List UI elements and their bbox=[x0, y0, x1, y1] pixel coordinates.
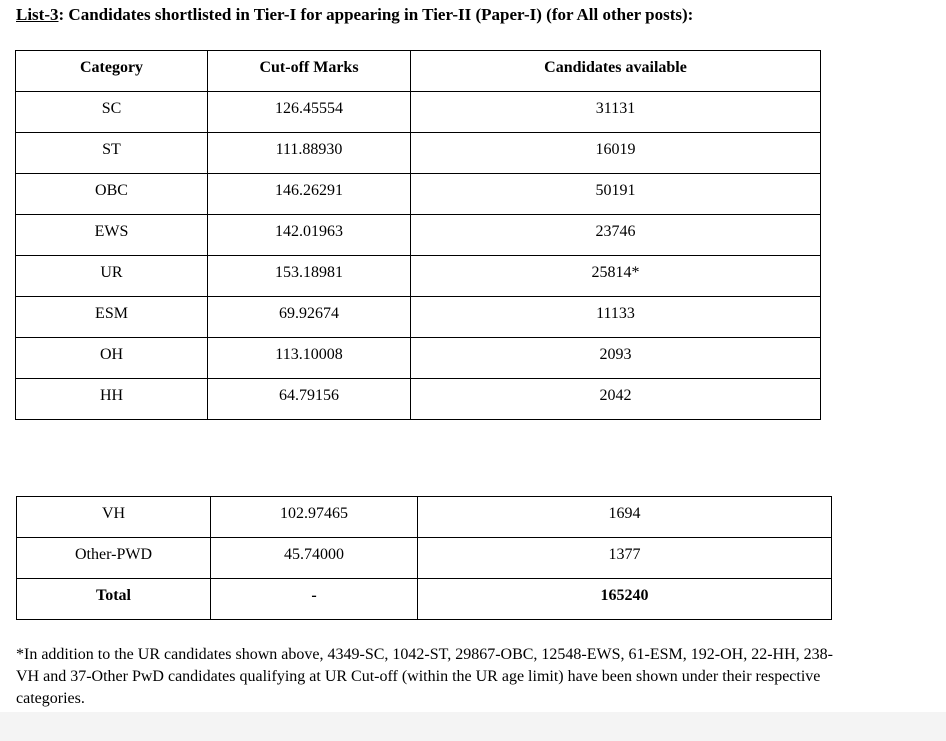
pwd-total-table bbox=[16, 496, 832, 620]
category-cell: HH bbox=[16, 379, 208, 420]
candidates-cell: 1694 bbox=[418, 497, 832, 538]
category-cell: EWS bbox=[16, 215, 208, 256]
list-label: List-3 bbox=[16, 5, 59, 24]
candidates-cell: 23746 bbox=[411, 215, 821, 256]
candidates-cell: 2093 bbox=[411, 338, 821, 379]
list-title: : Candidates shortlisted in Tier-I for appearing in Tier-II (Paper-I) (for All other posts): bbox=[58, 5, 694, 24]
cutoff-cell: 69.92674 bbox=[208, 297, 411, 338]
total-cutoff: - bbox=[211, 579, 418, 620]
table-row bbox=[16, 92, 821, 133]
table-row bbox=[17, 497, 832, 538]
table-row bbox=[16, 256, 821, 297]
header-candidates-available: Candidates available bbox=[411, 51, 821, 92]
cutoff-cell: 45.74000 bbox=[211, 538, 418, 579]
total-candidates: 165240 bbox=[418, 579, 832, 620]
candidates-cell: 2042 bbox=[411, 379, 821, 420]
candidates-cell: 50191 bbox=[411, 174, 821, 215]
footnote: *In addition to the UR candidates shown above, 4349-SC, 1042-ST, 29867-OBC, 12548-EWS, 61-ESM, 192-OH, 22-HH, 238-VH and 37-Other PwD candidates qualifying at UR Cut-off (within the UR age limit) have been shown under their respective categories. bbox=[16, 646, 833, 707]
category-cell: OBC bbox=[16, 174, 208, 215]
category-cell: ESM bbox=[16, 297, 208, 338]
cutoff-cell: 64.79156 bbox=[208, 379, 411, 420]
cutoff-cell: 142.01963 bbox=[208, 215, 411, 256]
total-label: Total bbox=[17, 579, 211, 620]
category-cell: Other-PWD bbox=[17, 538, 211, 579]
total-row bbox=[17, 579, 832, 620]
cutoff-cell: 102.97465 bbox=[211, 497, 418, 538]
category-cell: UR bbox=[16, 256, 208, 297]
cutoff-cell: 146.26291 bbox=[208, 174, 411, 215]
table-row bbox=[16, 215, 821, 256]
table-row bbox=[16, 297, 821, 338]
category-cell: VH bbox=[17, 497, 211, 538]
page-bottom-margin bbox=[0, 712, 946, 741]
table-row bbox=[16, 174, 821, 215]
candidates-cell: 11133 bbox=[411, 297, 821, 338]
header-cutoff-marks: Cut-off Marks bbox=[208, 51, 411, 92]
cutoff-cell: 113.10008 bbox=[208, 338, 411, 379]
candidates-cell: 1377 bbox=[418, 538, 832, 579]
table-row bbox=[16, 338, 821, 379]
cutoff-cell: 153.18981 bbox=[208, 256, 411, 297]
category-cell: OH bbox=[16, 338, 208, 379]
cutoff-cell: 126.45554 bbox=[208, 92, 411, 133]
category-cell: ST bbox=[16, 133, 208, 174]
cutoff-cell: 111.88930 bbox=[208, 133, 411, 174]
category-cell: SC bbox=[16, 92, 208, 133]
list-heading bbox=[16, 5, 693, 25]
candidates-cell: 31131 bbox=[411, 92, 821, 133]
header-category: Category bbox=[16, 51, 208, 92]
cutoff-table bbox=[15, 50, 821, 420]
table-row bbox=[16, 133, 821, 174]
table-header-row bbox=[16, 51, 821, 92]
table-row bbox=[17, 538, 832, 579]
candidates-cell: 16019 bbox=[411, 133, 821, 174]
candidates-cell: 25814* bbox=[411, 256, 821, 297]
table-row bbox=[16, 379, 821, 420]
